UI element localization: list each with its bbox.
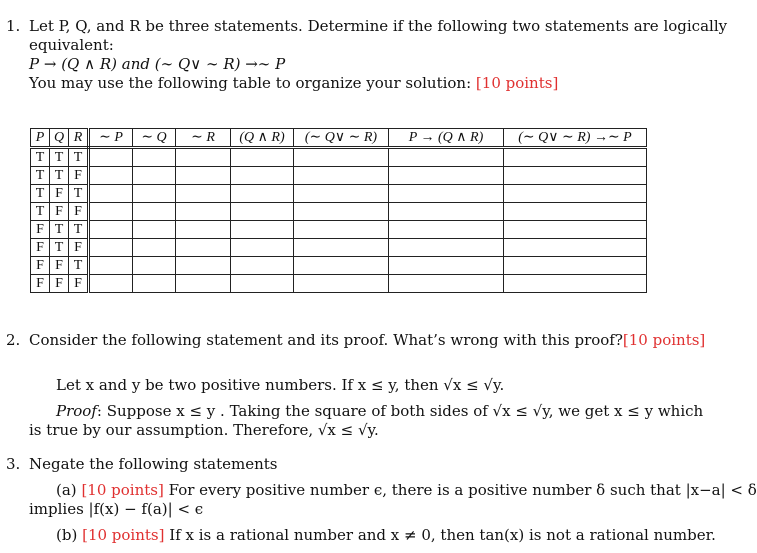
blank-cell[interactable]	[133, 203, 176, 221]
blank-cell[interactable]	[504, 239, 647, 257]
q1-instruction-row	[29, 74, 558, 92]
q3b-text: If x is a rational number and x ≠ 0, then tan(x) is not a rational number.	[169, 526, 716, 544]
blank-cell[interactable]	[389, 167, 504, 185]
q2-proof-line2: is true by our assumption. Therefore, √x ≤ √y.	[29, 421, 379, 439]
q2-statement: Let x and y be two positive numbers. If x ≤ y, then √x ≤ √y.	[56, 376, 505, 394]
q2-number: 2.	[6, 331, 21, 349]
blank-cell[interactable]	[504, 257, 647, 275]
blank-cell[interactable]	[231, 185, 294, 203]
q2-proof-text1: : Suppose x ≤ y . Taking the square of both sides of √x ≤ √y, we get x ≤ y which	[96, 402, 704, 420]
q2-points: [10 points]	[622, 331, 706, 349]
blank-cell[interactable]	[294, 167, 389, 185]
cell-p: F	[31, 239, 50, 257]
blank-cell[interactable]	[231, 221, 294, 239]
blank-cell[interactable]	[389, 221, 504, 239]
cell-r: F	[69, 203, 89, 221]
table-row	[31, 275, 647, 293]
q2-text: Consider the following statement and its proof. What’s wrong with this proof?	[29, 331, 623, 349]
cell-r: F	[69, 167, 89, 185]
blank-cell[interactable]	[231, 148, 294, 167]
blank-cell[interactable]	[294, 203, 389, 221]
blank-cell[interactable]	[89, 221, 133, 239]
header-r: R	[69, 129, 89, 148]
cell-q: F	[50, 275, 69, 293]
cell-r: F	[69, 275, 89, 293]
blank-cell[interactable]	[504, 148, 647, 167]
blank-cell[interactable]	[231, 203, 294, 221]
blank-cell[interactable]	[389, 275, 504, 293]
q1-number: 1.	[6, 17, 21, 35]
cell-r: T	[69, 257, 89, 275]
blank-cell[interactable]	[89, 148, 133, 167]
blank-cell[interactable]	[133, 257, 176, 275]
q3a-text1: For every positive number ϵ, there is a positive number δ such that |x−a| < δ	[168, 481, 757, 499]
q1-formula: P → (Q ∧ R) and (∼ Q∨ ∼ R) →∼ P	[29, 55, 286, 73]
cell-p: F	[31, 221, 50, 239]
table-row	[31, 148, 647, 167]
q3a-label: (a)	[56, 481, 77, 499]
q2-proof-label: Proof	[56, 402, 97, 420]
header-not-q-or-not-r: (∼ Q∨ ∼ R)	[294, 129, 389, 148]
header-contrapositive: (∼ Q∨ ∼ R) →∼ P	[504, 129, 647, 148]
cell-r: T	[69, 221, 89, 239]
header-not-p: ∼ P	[89, 129, 133, 148]
q3a-line2: implies |f(x) − f(a)| < ϵ	[29, 500, 204, 518]
blank-cell[interactable]	[389, 148, 504, 167]
q1-text-line1: Let P, Q, and R be three statements. Determine if the following two statements are logically	[29, 17, 728, 35]
blank-cell[interactable]	[89, 239, 133, 257]
blank-cell[interactable]	[389, 185, 504, 203]
q1-text-line2: equivalent:	[29, 36, 114, 54]
header-not-q: ∼ Q	[133, 129, 176, 148]
q3a-points: [10 points]	[81, 481, 164, 499]
header-p-implies-q-and-r: P → (Q ∧ R)	[389, 129, 504, 148]
blank-cell[interactable]	[133, 221, 176, 239]
blank-cell[interactable]	[504, 167, 647, 185]
blank-cell[interactable]	[176, 203, 231, 221]
blank-cell[interactable]	[231, 275, 294, 293]
table-row	[31, 257, 647, 275]
blank-cell[interactable]	[89, 203, 133, 221]
cell-q: F	[50, 257, 69, 275]
cell-p: T	[31, 148, 50, 167]
truth-table-header-row	[31, 129, 647, 148]
q3b-label: (b)	[56, 526, 78, 544]
blank-cell[interactable]	[294, 185, 389, 203]
blank-cell[interactable]	[176, 221, 231, 239]
q1-instruction: You may use the following table to organize your solution:	[29, 74, 472, 92]
q1-points: [10 points]	[475, 74, 559, 92]
table-row	[31, 167, 647, 185]
cell-r: T	[69, 185, 89, 203]
q2-proof-line1	[56, 402, 703, 420]
table-row	[31, 239, 647, 257]
blank-cell[interactable]	[89, 167, 133, 185]
cell-q: T	[50, 239, 69, 257]
header-q: Q	[50, 129, 69, 148]
blank-cell[interactable]	[389, 203, 504, 221]
cell-r: T	[69, 148, 89, 167]
q3b-line	[56, 526, 716, 544]
cell-q: T	[50, 221, 69, 239]
cell-p: T	[31, 167, 50, 185]
blank-cell[interactable]	[504, 275, 647, 293]
cell-q: F	[50, 203, 69, 221]
blank-cell[interactable]	[294, 275, 389, 293]
blank-cell[interactable]	[294, 239, 389, 257]
blank-cell[interactable]	[294, 257, 389, 275]
blank-cell[interactable]	[231, 257, 294, 275]
cell-p: F	[31, 275, 50, 293]
blank-cell[interactable]	[231, 167, 294, 185]
blank-cell[interactable]	[176, 167, 231, 185]
blank-cell[interactable]	[133, 148, 176, 167]
blank-cell[interactable]	[89, 257, 133, 275]
blank-cell[interactable]	[504, 221, 647, 239]
cell-p: F	[31, 257, 50, 275]
cell-r: F	[69, 239, 89, 257]
q3a-line1	[56, 481, 757, 499]
blank-cell[interactable]	[176, 257, 231, 275]
blank-cell[interactable]	[176, 148, 231, 167]
q2-heading	[29, 331, 705, 349]
blank-cell[interactable]	[176, 239, 231, 257]
header-p: P	[31, 129, 50, 148]
blank-cell[interactable]	[231, 239, 294, 257]
table-row	[31, 185, 647, 203]
blank-cell[interactable]	[504, 203, 647, 221]
cell-p: T	[31, 203, 50, 221]
cell-q: F	[50, 185, 69, 203]
blank-cell[interactable]	[89, 275, 133, 293]
blank-cell[interactable]	[504, 185, 647, 203]
header-not-r: ∼ R	[176, 129, 231, 148]
blank-cell[interactable]	[176, 185, 231, 203]
cell-q: T	[50, 148, 69, 167]
blank-cell[interactable]	[89, 185, 133, 203]
blank-cell[interactable]	[294, 221, 389, 239]
blank-cell[interactable]	[389, 257, 504, 275]
blank-cell[interactable]	[133, 185, 176, 203]
q3-text: Negate the following statements	[29, 455, 278, 473]
blank-cell[interactable]	[176, 275, 231, 293]
blank-cell[interactable]	[133, 275, 176, 293]
table-row	[31, 203, 647, 221]
q3-number: 3.	[6, 455, 21, 473]
cell-p: T	[31, 185, 50, 203]
q3b-points: [10 points]	[82, 526, 165, 544]
cell-q: T	[50, 167, 69, 185]
blank-cell[interactable]	[294, 148, 389, 167]
blank-cell[interactable]	[389, 239, 504, 257]
header-q-and-r: (Q ∧ R)	[231, 129, 294, 148]
table-row	[31, 221, 647, 239]
blank-cell[interactable]	[133, 167, 176, 185]
truth-table	[30, 128, 647, 293]
blank-cell[interactable]	[133, 239, 176, 257]
